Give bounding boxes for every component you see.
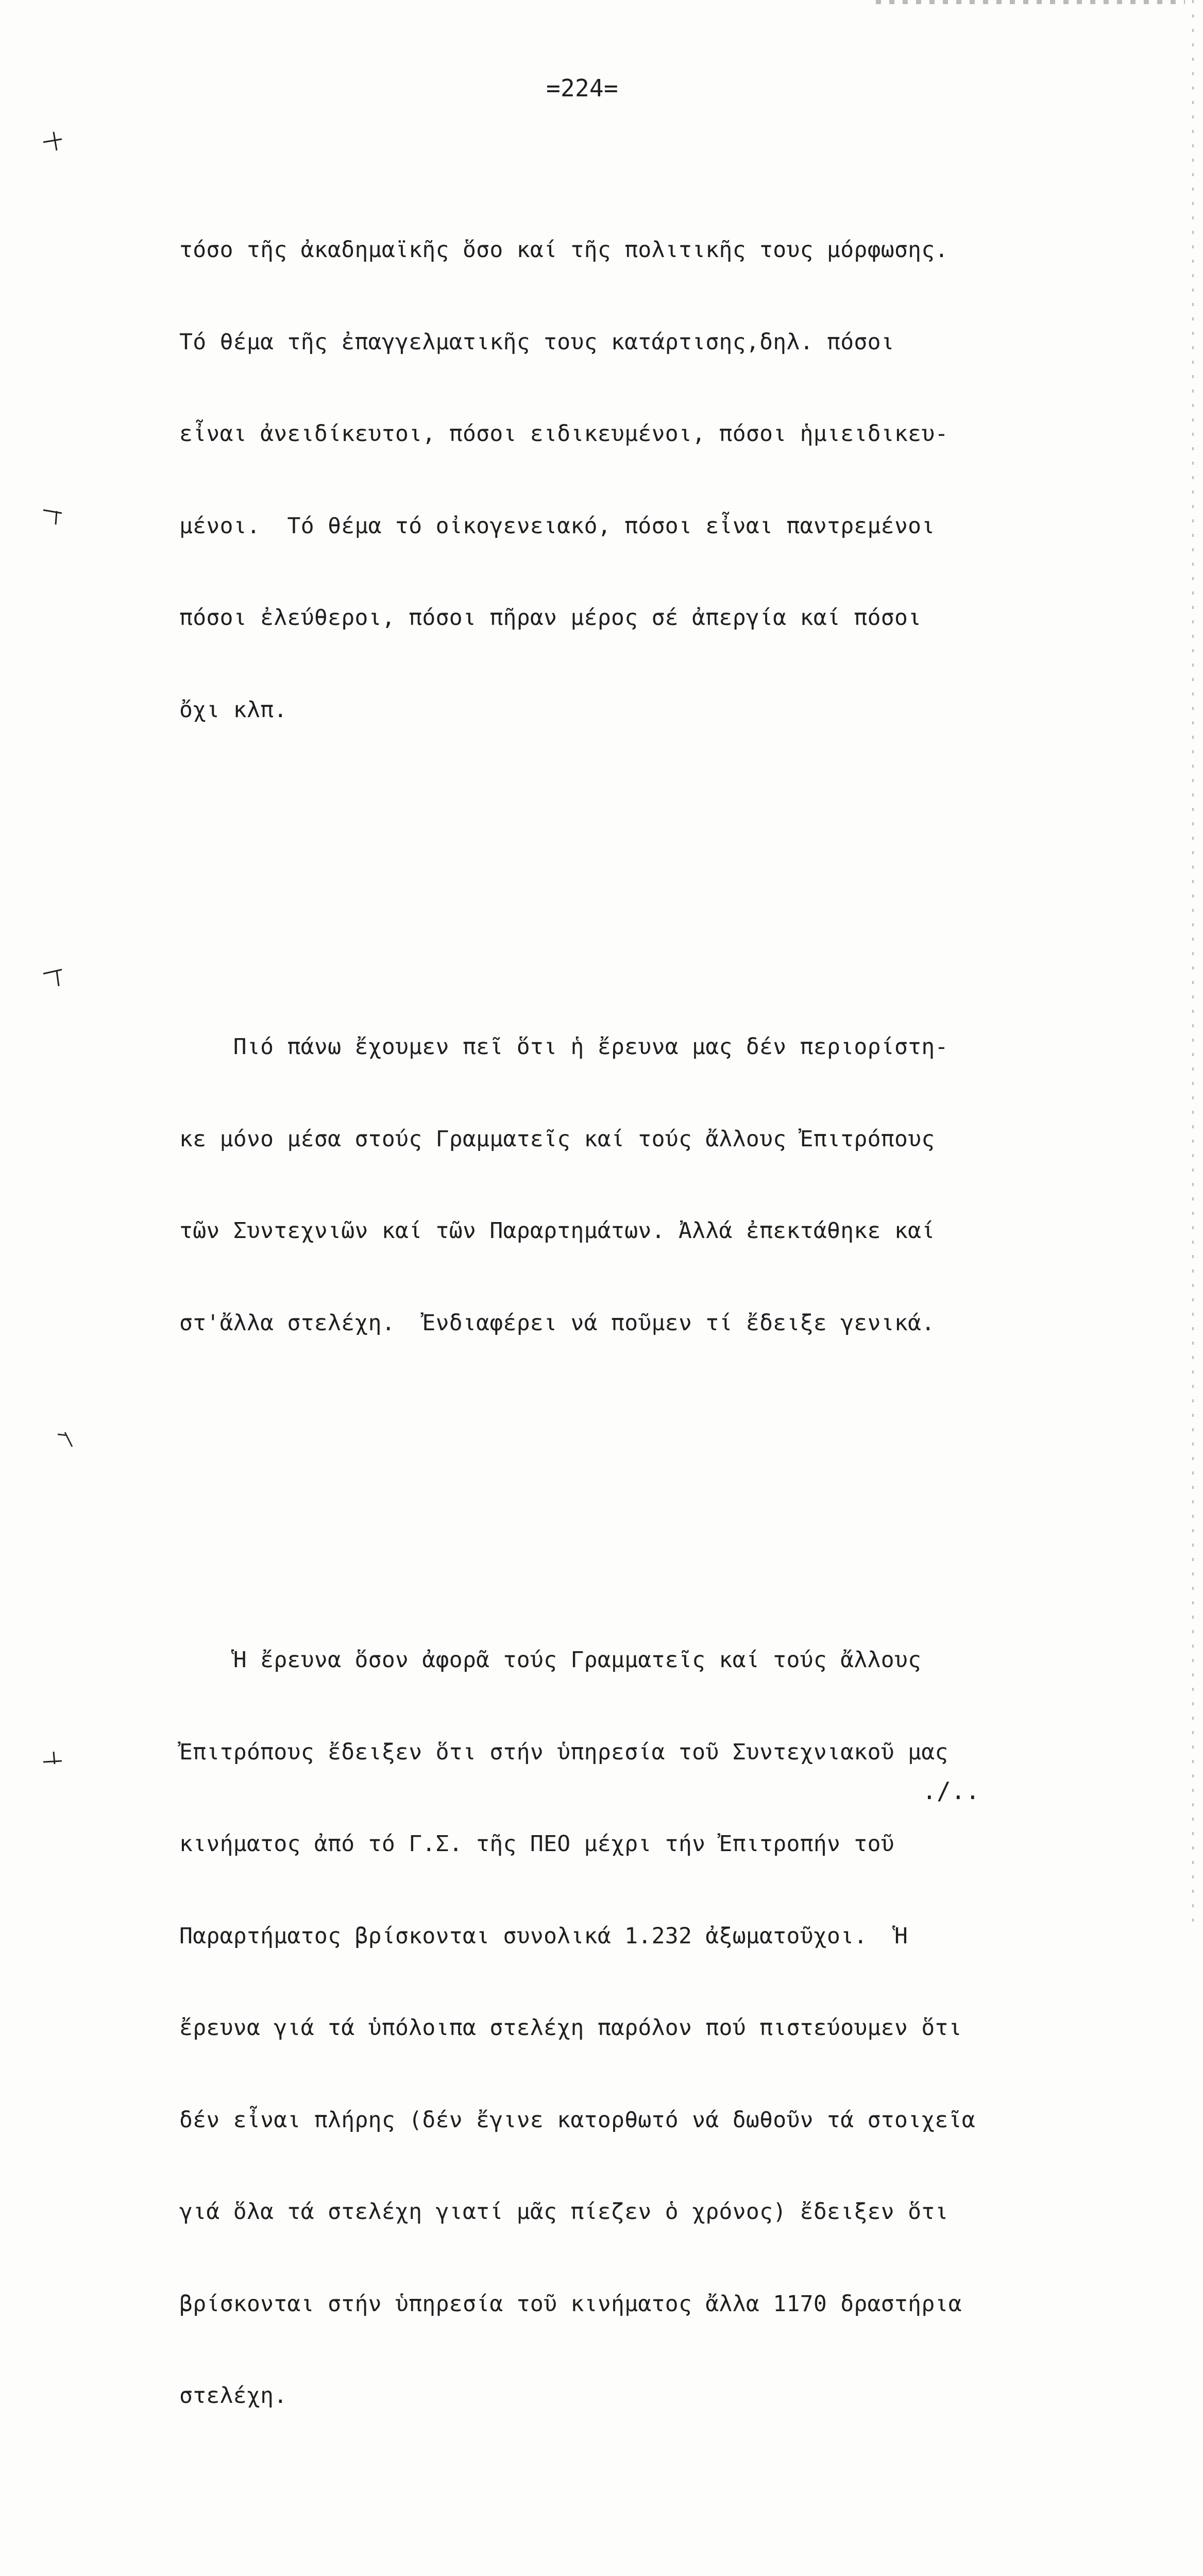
arrow-mark-icon	[41, 501, 67, 527]
text-line: εἶναι ἀνειδίκευτοι, πόσοι ειδικευμένοι, πόσοι ἡμιειδικευ-	[179, 421, 948, 447]
paragraph-3	[179, 1584, 1138, 2473]
paragraph-gap	[179, 1461, 1138, 1492]
body-text	[179, 112, 1138, 2576]
text-line: στ'ἄλλα στελέχη. Ἐνδιαφέρει νά ποῦμεν τί ἔδειξε γενικά.	[179, 1310, 935, 1336]
text-line: τόσο τῆς ἀκαδημαϊκῆς ὅσο καί τῆς πολιτικῆς τους μόρφωσης.	[179, 237, 948, 263]
arrow-mark-icon	[54, 1426, 79, 1452]
text-line: κε μόνο μέσα στούς Γραμματεῖς καί τούς ἄλλους Ἐπιτρόπους	[179, 1126, 935, 1152]
text-line: τῶν Συντεχνιῶν καί τῶν Παραρτημάτων. Ἀλλά ἐπεκτάθηκε καί	[179, 1218, 935, 1244]
paragraph-2	[179, 971, 1138, 1400]
page-number: =224=	[546, 74, 618, 102]
scan-edge-right	[1192, 0, 1194, 1930]
text-line: πόσοι ἐλεύθεροι, πόσοι πῆραν μέρος σέ ἀπεργία καί πόσοι	[179, 605, 922, 631]
paragraph-gap	[179, 2534, 1138, 2565]
scan-edge-top	[876, 0, 1185, 4]
paragraph-1	[179, 174, 1138, 787]
text-line: Πιό πάνω ἔχουμεν πεῖ ὅτι ἡ ἔρευνα μας δέν περιορίστη-	[179, 1034, 948, 1060]
text-line: γιά ὅλα τά στελέχη γιατί μᾶς πίεζεν ὁ χρόνος) ἔδειξεν ὅτι	[179, 2199, 948, 2225]
arrow-mark-icon	[41, 963, 67, 989]
paragraph-gap	[179, 848, 1138, 879]
text-line: στελέχη.	[179, 2383, 287, 2409]
text-line: Τό θέμα τῆς ἐπαγγελματικῆς τους κατάρτισης,δηλ. πόσοι	[179, 329, 894, 355]
arrow-mark-icon	[41, 1747, 67, 1772]
text-line: κινήματος ἀπό τό Γ.Σ. τῆς ΠΕΟ μέχρι τήν Ἐπιτροπήν τοῦ	[179, 1831, 894, 1857]
text-line: ὄχι κλπ.	[179, 697, 287, 723]
text-line: Ἐπιτρόπους ἔδειξεν ὅτι στήν ὑπηρεσία τοῦ Συντεχνιακοῦ μας	[179, 1739, 948, 1765]
text-line: ἔρευνα γιά τά ὑπόλοιπα στελέχη παρόλον πού πιστεύουμεν ὅτι	[179, 2015, 962, 2041]
continuation-mark: ./..	[922, 1777, 980, 1805]
text-line: βρίσκονται στήν ὑπηρεσία τοῦ κινήματος ἄλλα 1170 δραστήρια	[179, 2291, 962, 2317]
text-line: Παραρτήματος βρίσκονται συνολικά 1.232 ἀξωματοῦχοι. Ἡ	[179, 1923, 908, 1949]
text-line: δέν εἶναι πλήρης (δέν ἔγινε κατορθωτό νά δωθοῦν τά στοιχεῖα	[179, 2107, 976, 2133]
text-line: Ἡ ἔρευνα ὅσον ἀφορᾶ τούς Γραμματεῖς καί τούς ἄλλους	[179, 1647, 922, 1673]
arrow-mark-icon	[41, 128, 67, 154]
text-line: μένοι. Τό θέμα τό οἰκογενειακό, πόσοι εἶναι παντρεμένοι	[179, 513, 935, 539]
